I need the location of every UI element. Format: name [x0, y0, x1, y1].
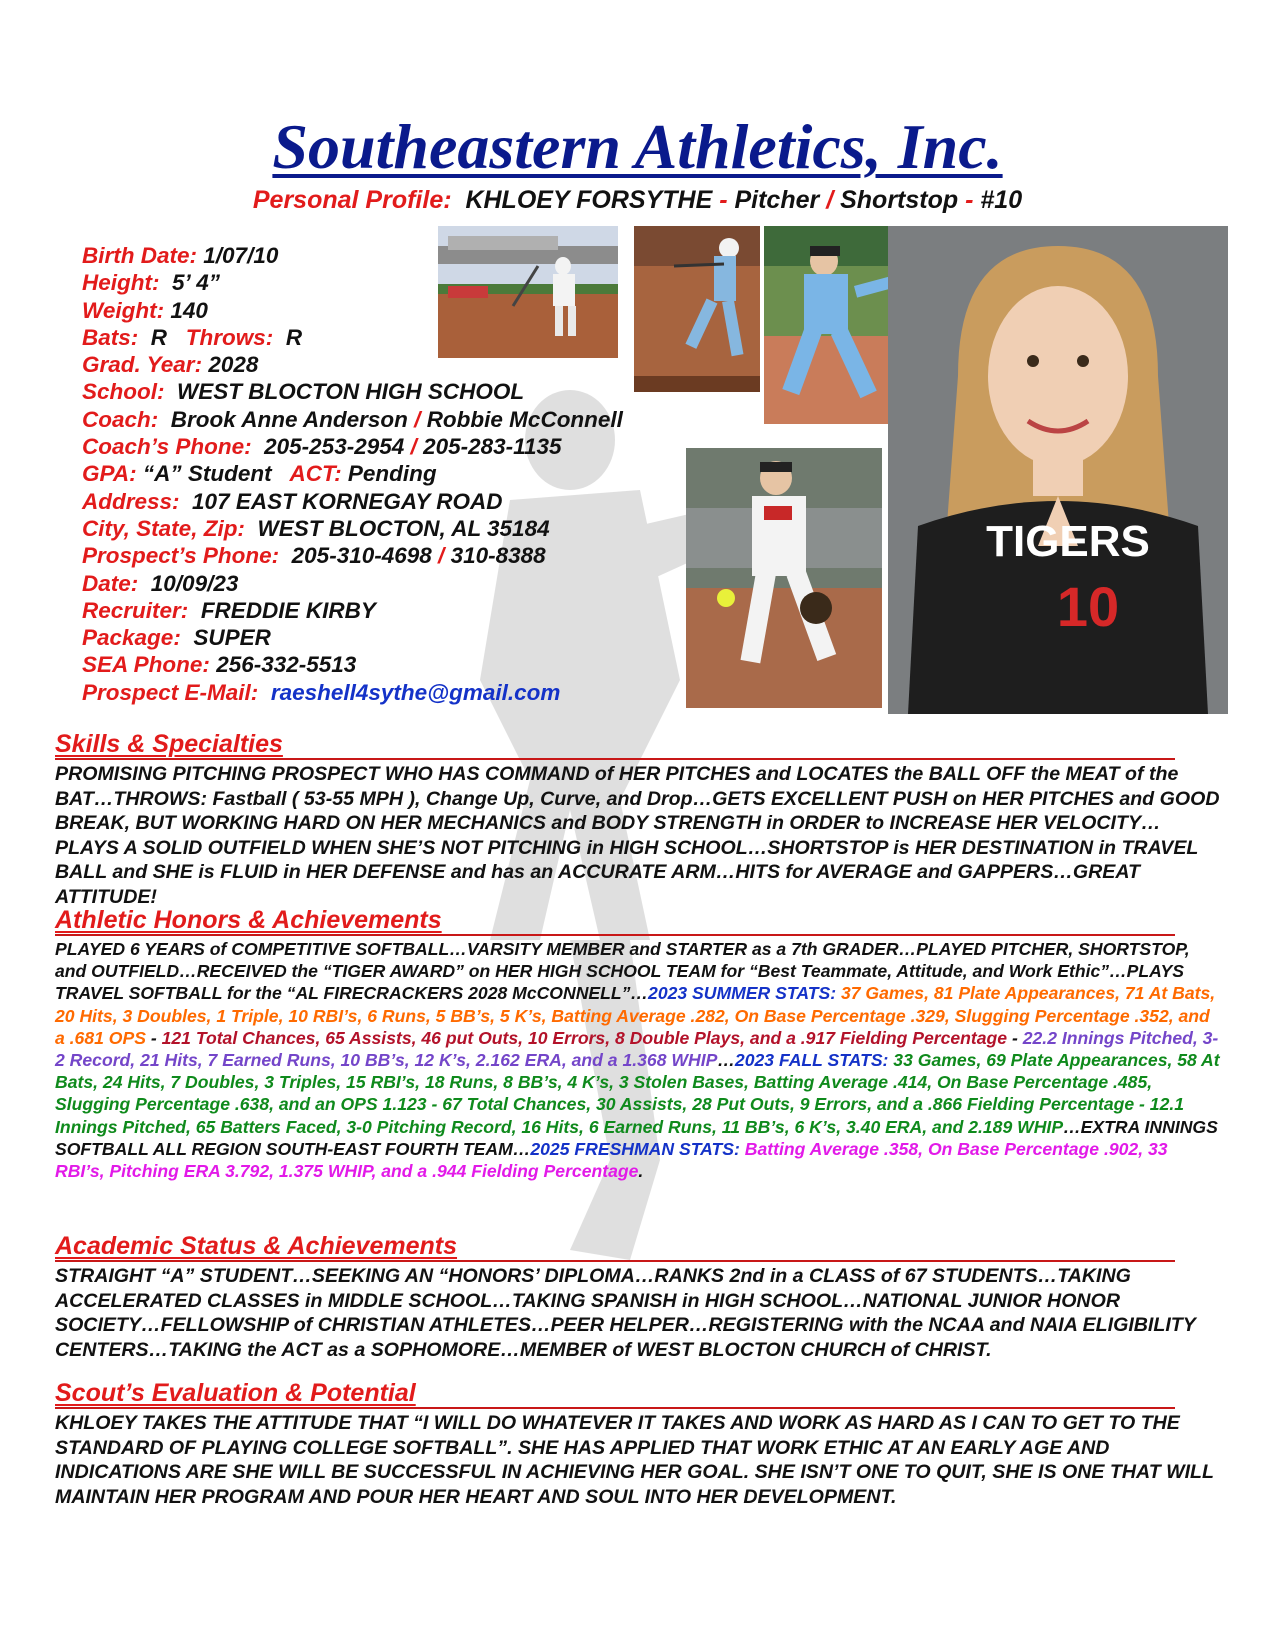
separator: /	[826, 186, 834, 214]
section-body-academic: STRAIGHT “A” STUDENT…SEEKING AN “HONORS’ DIPLOMA…RANKS 2nd in a CLASS of 67 STUDENTS…TAKING ACCELERATED CLASSES in MIDDLE SCHOOL…TAKING SPANISH in HIGH SCHOOL…NATIONAL JUNIOR HONOR SOCIETY…FELLOWSHIP of CHRISTIAN ATHLETES…PEER HELPER…REGISTERING with the NCAA and NAIA ELIGIBILITY CENTERS…TAKING the ACT as a SOPHOMORE…MEMBER of WEST BLOCTON CHURCH of CHRIST.	[55, 1265, 1196, 1361]
info-coach-phone: Coach’s Phone: 205-253-2954 / 205-283-1135	[82, 434, 562, 460]
fall-stats: 33 Games, 69 Plate Appearances, 58 At Bats, 24 Hits, 7 Doubles, 3 Triples, 15 RBI’s, 18 Runs, 8 BB’s, 4 K’s, 3 Stolen Bases, Batting Average .414, On Base Percentage .485, Slugging Percentage .638, and an OPS 1.123 - 67 Total Chances, 30 Assists, 28 Put Outs, 9 Errors, and a .866 Fielding Percentage - 12.1 Innings Pitched, 65 Batters Faced, 3-0 Pitching Record, 16 Hits, 6 Earned Runs, 11 BB’s, 6 K’s, 3.40 ERA, and 2.189 WHIP	[55, 1050, 1220, 1137]
section-heading-skills: Skills & Specialties	[55, 730, 1175, 760]
section-body-skills: PROMISING PITCHING PROSPECT WHO HAS COMMAND of HER PITCHES and LOCATES the BALL OFF the MEAT of the BAT…THROWS: Fastball ( 53-55 MPH ), Change Up, Curve, and Drop…GETS EXCELLENT PUSH on HER PITCHES and GOOD BREAK, BUT WORKING HARD ON HER MECHANICS and BODY STRENGTH in ORDER to INCREASE HER VELOCITY…PLAYS A SOLID OUTFIELD WHEN SHE’S NOT PITCHING in HIGH SCHOOL…SHORTSTOP is HER DESTINATION in TRAVEL BALL and SHE is FLUID in HER DEFENSE and has an ACCURATE ARM…HITS for AVERAGE and GAPPERS…GREAT ATTITUDE!	[55, 763, 1220, 908]
info-school: School: WEST BLOCTON HIGH SCHOOL	[82, 379, 525, 405]
position-2: Shortstop	[840, 186, 959, 214]
photo-pitcher-white	[686, 448, 882, 708]
jersey-number: #10	[980, 186, 1023, 214]
info-gpa-act: GPA: “A” Student ACT: Pending	[82, 461, 437, 487]
stats-label-fall: 2023 FALL STATS:	[734, 1050, 889, 1071]
info-coach: Coach: Brook Anne Anderson / Robbie McConnell	[82, 406, 623, 432]
profile-label: Personal Profile:	[252, 186, 452, 214]
summer-pitching-stats: 22.2 Innings Pitched, 3-2 Record, 21 Hits, 7 Earned Runs, 10 BB’s, 12 K’s, 2.162 ERA, and a 1.368 WHIP	[55, 1027, 1219, 1071]
separator: -	[965, 186, 974, 214]
profile-subtitle	[0, 184, 1275, 216]
jersey-number-print: 10	[1056, 575, 1120, 638]
position-1: Pitcher	[734, 186, 820, 214]
info-recruiter: Recruiter: FREDDIE KIRBY	[82, 597, 376, 623]
section-body-scout: KHLOEY TAKES THE ATTITUDE THAT “I WILL DO WHATEVER IT TAKES AND WORK AS HARD AS I CAN TO GET TO THE STANDARD OF PLAYING COLLEGE SOFTBALL”. SHE HAS APPLIED THAT WORK ETHIC AT AN EARLY AGE AND INDICATIONS ARE SHE WILL BE SUCCESSFUL IN ACHIEVING HER GOAL. SHE ISN’T ONE TO QUIT, SHE IS ONE THAT WILL MAINTAIN HER PROGRAM AND POUR HER HEART AND SOUL INTO HER DEVELOPMENT.	[55, 1412, 1214, 1508]
stats-label-freshman: 2025 FRESHMAN STATS:	[530, 1138, 740, 1159]
info-birth-date: Birth Date: 1/07/10	[82, 243, 279, 268]
company-title: Southeastern Athletics, Inc.	[272, 111, 1003, 182]
section-heading-academic: Academic Status & Achievements	[55, 1232, 1175, 1262]
info-bats-throws: Bats: R Throws: R	[82, 324, 303, 350]
info-date: Date: 10/09/23	[82, 570, 239, 596]
info-prospect-phone: Prospect’s Phone: 205-310-4698 / 310-8388	[82, 543, 546, 569]
separator: -	[719, 186, 728, 214]
info-grad-year: Grad. Year: 2028	[82, 352, 259, 378]
info-package: Package: SUPER	[82, 625, 271, 651]
player-name: KHLOEY FORSYTHE	[465, 186, 713, 214]
email-link[interactable]: raeshell4sythe@gmail.com	[270, 679, 561, 705]
photo-batter-swing	[634, 226, 760, 392]
info-city-state-zip: City, State, Zip: WEST BLOCTON, AL 35184	[82, 515, 550, 541]
info-address: Address: 107 EAST KORNEGAY ROAD	[82, 488, 503, 514]
info-height: Height: 5’ 4”	[82, 270, 220, 296]
freshman-stats: Batting Average .358, On Base Percentage .902, 33 RBI’s, Pitching ERA 3.792, 1.375 WHIP, and a .944 Fielding Percentage	[55, 1138, 1168, 1182]
section-body-honors: PLAYED 6 YEARS of COMPETITIVE SOFTBALL…VARSITY MEMBER and STARTER as a 7th GRADER…PLAYED PITCHER, SHORTSTOP, and OUTFIELD…RECEIVED the “TIGER AWARD” on HER HIGH SCHOOL TEAM for “Best Teammate, Attitude, and Work Ethic”…PLAYS TRAVEL SOFTBALL for the “AL FIRECRACKERS 2028 McCONNELL”…2023 SUMMER STATS: 37 Games, 81 Plate Appearances, 71 At Bats, 20 Hits, 3 Doubles, 1 Triple, 10 RBI’s, 6 Runs, 5 BB’s, 5 K’s, Batting Average .282, On Base Percentage .329, Slugging Percentage .352, and a .681 OPS - 121 Total Chances, 65 Assists, 46 put Outs, 10 Errors, 8 Double Plays, and a .917 Fielding Percentage - 22.2 Innings Pitched, 3-2 Record, 21 Hits, 7 Earned Runs, 10 BB’s, 12 K’s, 2.162 ERA, and a 1.368 WHIP…2023 FALL STATS: 33 Games, 69 Plate Appearances, 58 At Bats, 24 Hits, 7 Doubles, 3 Triples, 15 RBI’s, 18 Runs, 8 BB’s, 4 K’s, 3 Stolen Bases, Batting Average .414, On Base Percentage .485, Slugging Percentage .638, and an OPS 1.123 - 67 Total Chances, 30 Assists, 28 Put Outs, 9 Errors, and a .866 Fielding Percentage - 12.1 Innings Pitched, 65 Batters Faced, 3-0 Pitching Record, 16 Hits, 6 Earned Runs, 11 BB’s, 6 K’s, 3.40 ERA, and 2.189 WHIP…EXTRA INNINGS SOFTBALL ALL REGION SOUTH-EAST FOURTH TEAM…2025 FRESHMAN STATS: Batting Average .358, On Base Percentage .902, 33 RBI’s, Pitching ERA 3.792, 1.375 WHIP, and a .944 Fielding Percentage.	[55, 939, 1220, 1182]
summer-batting-stats: 37 Games, 81 Plate Appearances, 71 At Bats, 20 Hits, 3 Doubles, 1 Triple, 10 RBI’s, 6 Runs, 5 BB’s, 5 K’s, Batting Average .282, On Base Percentage .329, Slugging Percentage .352, and a .681 OPS	[55, 983, 1216, 1048]
stats-label-summer: 2023 SUMMER STATS:	[648, 983, 837, 1004]
info-email: Prospect E-Mail: raeshell4sythe@gmail.com	[82, 679, 561, 705]
photo-portrait	[888, 226, 1228, 714]
photo-batting	[438, 226, 618, 358]
summer-fielding-stats: 121 Total Chances, 65 Assists, 46 put Outs, 10 Errors, 8 Double Plays, and a .917 Fielding Percentage	[161, 1027, 1008, 1048]
info-weight: Weight: 140	[82, 297, 208, 323]
section-heading-honors: Athletic Honors & Achievements	[55, 906, 1175, 936]
section-heading-scout: Scout’s Evaluation & Potential	[55, 1379, 1175, 1409]
info-sea-phone: SEA Phone: 256-332-5513	[82, 652, 357, 678]
jersey-text: TIGERS	[986, 517, 1150, 566]
